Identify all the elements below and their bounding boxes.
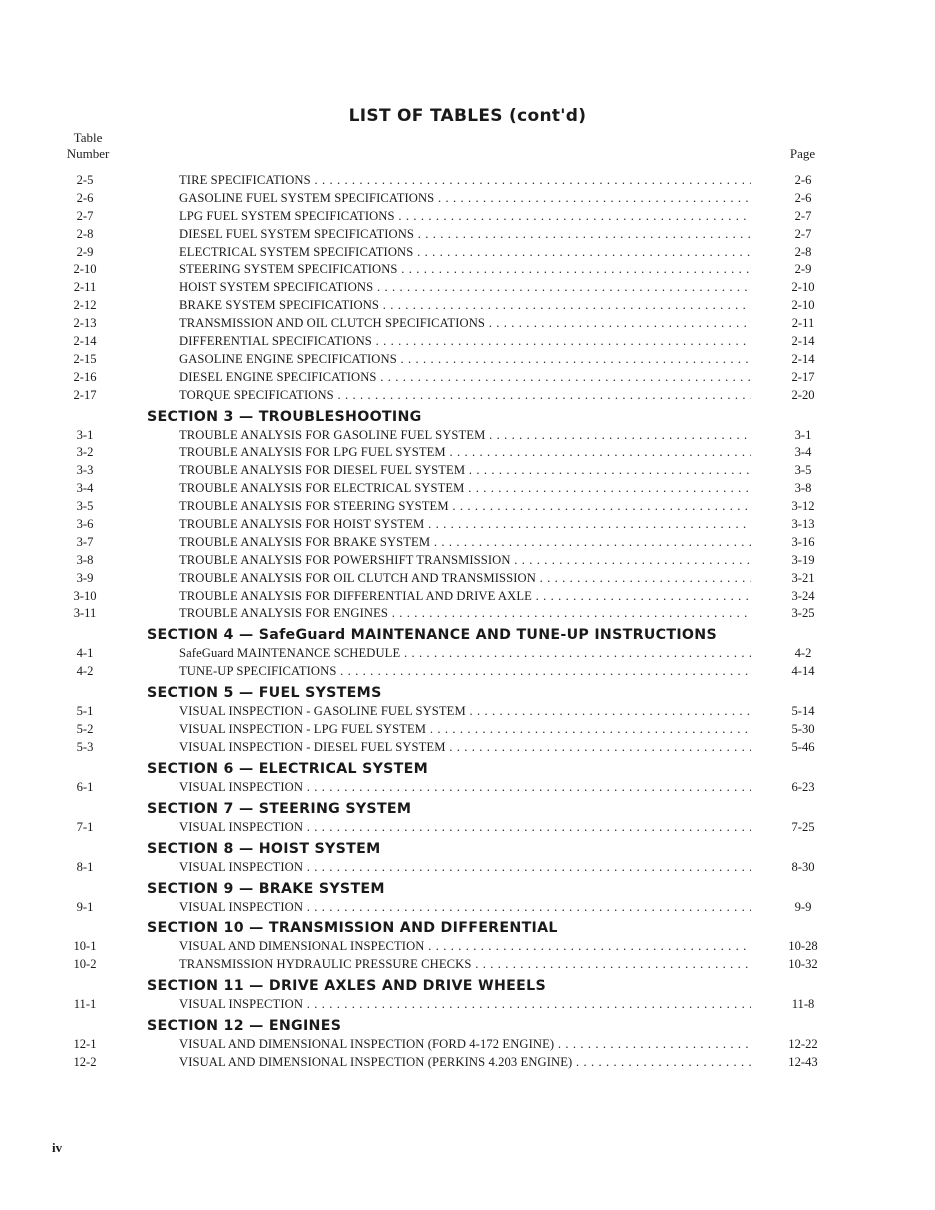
table-number: 2-7 bbox=[76, 208, 94, 223]
section-heading: SECTION 6 — ELECTRICAL SYSTEM bbox=[147, 760, 429, 777]
table-title: VISUAL INSPECTION . . . bbox=[179, 996, 751, 1014]
table-number: 5-3 bbox=[76, 739, 94, 754]
page-number: iv bbox=[52, 1140, 63, 1155]
table-page-number: 4-14 bbox=[791, 664, 815, 679]
table-title: TROUBLE ANALYSIS FOR DIFFERENTIAL AND DRIVE AXLE . . . bbox=[179, 588, 751, 606]
table-entry-row[interactable] bbox=[0, 859, 935, 877]
table-entry-row[interactable] bbox=[0, 462, 935, 480]
table-page-number: 2-11 bbox=[791, 316, 815, 331]
table-number: 6-1 bbox=[76, 779, 94, 794]
table-title: VISUAL INSPECTION . . . bbox=[179, 859, 751, 877]
table-number: 5-2 bbox=[76, 722, 94, 737]
section-heading: SECTION 8 — HOIST SYSTEM bbox=[147, 840, 381, 857]
table-number: 9-1 bbox=[76, 899, 94, 914]
table-title: DIESEL FUEL SYSTEM SPECIFICATIONS . . . bbox=[179, 226, 751, 244]
table-number: 2-8 bbox=[76, 226, 94, 241]
table-page-number: 10-32 bbox=[788, 957, 818, 972]
section-heading: SECTION 4 — SafeGuard MAINTENANCE AND TUNE-UP INSTRUCTIONS bbox=[147, 627, 717, 644]
table-page-number: 2-17 bbox=[791, 369, 815, 384]
table-entry-row[interactable] bbox=[0, 605, 935, 623]
table-number: 10-1 bbox=[73, 939, 97, 954]
table-page-number: 3-25 bbox=[791, 606, 815, 621]
table-title: VISUAL INSPECTION - LPG FUEL SYSTEM . . . bbox=[179, 721, 751, 739]
table-number: 2-13 bbox=[73, 316, 97, 331]
table-number: 3-4 bbox=[76, 481, 94, 496]
section-heading: SECTION 11 — DRIVE AXLES AND DRIVE WHEELS bbox=[147, 978, 546, 995]
section-heading: SECTION 7 — STEERING SYSTEM bbox=[147, 800, 412, 817]
table-number: 2-10 bbox=[73, 262, 97, 277]
table-title: TRANSMISSION HYDRAULIC PRESSURE CHECKS . . . bbox=[179, 956, 751, 974]
table-title: HOIST SYSTEM SPECIFICATIONS . . . bbox=[179, 279, 751, 297]
table-number: 3-5 bbox=[76, 499, 94, 514]
table-number: 4-1 bbox=[76, 646, 94, 661]
table-number: 10-2 bbox=[73, 957, 97, 972]
table-entry-row[interactable] bbox=[0, 663, 935, 681]
table-title: TUNE-UP SPECIFICATIONS . . . bbox=[179, 663, 751, 681]
table-number: 2-14 bbox=[73, 334, 97, 349]
table-entry-row[interactable] bbox=[0, 570, 935, 588]
table-page-number: 2-20 bbox=[791, 387, 815, 402]
table-page-number: 6-23 bbox=[791, 779, 815, 794]
table-title: TROUBLE ANALYSIS FOR ELECTRICAL SYSTEM . . . bbox=[179, 480, 751, 498]
table-title: TROUBLE ANALYSIS FOR DIESEL FUEL SYSTEM . . . bbox=[179, 462, 751, 480]
table-number-header-line2: Number bbox=[66, 146, 110, 161]
table-page-number: 2-6 bbox=[794, 173, 812, 187]
table-page-number: 3-24 bbox=[791, 588, 815, 603]
table-number: 3-11 bbox=[73, 606, 97, 621]
table-entry-row[interactable] bbox=[0, 427, 935, 445]
page-column-header: Page bbox=[789, 146, 816, 161]
table-number: 5-1 bbox=[76, 704, 94, 719]
table-page-number: 2-14 bbox=[791, 334, 815, 349]
table-entry-row[interactable] bbox=[0, 721, 935, 739]
table-number: 8-1 bbox=[76, 859, 94, 874]
table-page-number: 5-30 bbox=[791, 722, 815, 737]
table-title: LPG FUEL SYSTEM SPECIFICATIONS . . . bbox=[179, 208, 751, 226]
table-title: TROUBLE ANALYSIS FOR POWERSHIFT TRANSMISSION . . . bbox=[179, 552, 751, 570]
table-number: 3-2 bbox=[76, 445, 94, 460]
table-page-number: 2-6 bbox=[794, 190, 812, 205]
table-title: TROUBLE ANALYSIS FOR ENGINES . . . bbox=[179, 605, 751, 623]
page-title: LIST OF TABLES (cont'd) bbox=[348, 106, 587, 126]
table-page-number: 5-46 bbox=[791, 739, 815, 754]
table-entry-row[interactable] bbox=[0, 938, 935, 956]
table-entry-row[interactable] bbox=[0, 1036, 935, 1054]
table-title: SafeGuard MAINTENANCE SCHEDULE . . . bbox=[179, 645, 751, 663]
table-page-number: 3-8 bbox=[794, 481, 812, 496]
table-page-number: 3-5 bbox=[794, 463, 812, 478]
table-title: TROUBLE ANALYSIS FOR BRAKE SYSTEM . . . bbox=[179, 534, 751, 552]
table-entry-row[interactable] bbox=[0, 172, 935, 190]
table-number: 11-1 bbox=[73, 997, 97, 1012]
table-title: GASOLINE FUEL SYSTEM SPECIFICATIONS . . . bbox=[179, 190, 751, 208]
table-page-number: 12-43 bbox=[788, 1054, 818, 1069]
table-number: 4-2 bbox=[76, 664, 94, 679]
table-entry-row[interactable] bbox=[0, 534, 935, 552]
table-entry-row[interactable] bbox=[0, 244, 935, 262]
table-title: ELECTRICAL SYSTEM SPECIFICATIONS . . . bbox=[179, 244, 751, 262]
table-entry-row[interactable] bbox=[0, 297, 935, 315]
table-title: VISUAL INSPECTION . . . bbox=[179, 899, 751, 917]
table-page-number: 8-30 bbox=[791, 859, 815, 874]
table-number: 2-11 bbox=[73, 280, 97, 295]
table-of-contents bbox=[0, 172, 935, 1072]
table-page-number: 2-7 bbox=[794, 208, 812, 223]
table-title: TORQUE SPECIFICATIONS . . . bbox=[179, 387, 751, 405]
table-title: TROUBLE ANALYSIS FOR GASOLINE FUEL SYSTEM . . . bbox=[179, 427, 751, 445]
table-entry-row[interactable] bbox=[0, 779, 935, 797]
table-page-number: 10-28 bbox=[788, 939, 818, 954]
table-number: 2-6 bbox=[76, 190, 94, 205]
table-page-number: 3-1 bbox=[794, 427, 812, 442]
table-number: 12-2 bbox=[73, 1054, 97, 1069]
table-number-header-line1: Table bbox=[73, 130, 103, 145]
table-number: 3-6 bbox=[76, 517, 94, 532]
table-entry-row[interactable] bbox=[0, 261, 935, 279]
table-title: TROUBLE ANALYSIS FOR OIL CLUTCH AND TRANSMISSION . . . bbox=[179, 570, 751, 588]
table-page-number: 2-10 bbox=[791, 280, 815, 295]
table-number: 7-1 bbox=[76, 819, 94, 834]
table-entry-row[interactable] bbox=[0, 315, 935, 333]
table-title: VISUAL INSPECTION - GASOLINE FUEL SYSTEM . . . bbox=[179, 703, 751, 721]
table-page-number: 3-19 bbox=[791, 552, 815, 567]
table-entry-row[interactable] bbox=[0, 588, 935, 606]
table-page-number: 5-14 bbox=[791, 704, 815, 719]
table-number: 2-17 bbox=[73, 387, 97, 402]
table-page-number: 2-10 bbox=[791, 298, 815, 313]
table-title: VISUAL AND DIMENSIONAL INSPECTION (PERKINS 4.203 ENGINE) . . . bbox=[179, 1054, 751, 1072]
table-entry-row[interactable] bbox=[0, 552, 935, 570]
table-number: 2-5 bbox=[76, 173, 94, 187]
table-title: GASOLINE ENGINE SPECIFICATIONS . . . bbox=[179, 351, 751, 369]
table-page-number: 3-21 bbox=[791, 570, 815, 585]
table-number: 2-9 bbox=[76, 244, 94, 259]
table-entry-row[interactable] bbox=[0, 516, 935, 534]
table-number: 3-7 bbox=[76, 534, 94, 549]
table-title: TROUBLE ANALYSIS FOR HOIST SYSTEM . . . bbox=[179, 516, 751, 534]
table-title: TIRE SPECIFICATIONS . . . bbox=[179, 172, 751, 190]
table-page-number: 9-9 bbox=[794, 899, 812, 914]
table-number: 2-15 bbox=[73, 351, 97, 366]
table-title: BRAKE SYSTEM SPECIFICATIONS . . . bbox=[179, 297, 751, 315]
table-title: VISUAL INSPECTION . . . bbox=[179, 779, 751, 797]
table-title: TROUBLE ANALYSIS FOR LPG FUEL SYSTEM . . . bbox=[179, 444, 751, 462]
table-number-header bbox=[60, 130, 116, 162]
section-heading: SECTION 3 — TROUBLESHOOTING bbox=[147, 408, 422, 425]
table-title: STEERING SYSTEM SPECIFICATIONS . . . bbox=[179, 261, 751, 279]
table-page-number: 3-12 bbox=[791, 499, 815, 514]
table-entry-row[interactable] bbox=[0, 480, 935, 498]
table-title: VISUAL AND DIMENSIONAL INSPECTION . . . bbox=[179, 938, 751, 956]
section-heading: SECTION 12 — ENGINES bbox=[147, 1018, 342, 1035]
table-entry-row[interactable] bbox=[0, 190, 935, 208]
table-entry-row[interactable] bbox=[0, 444, 935, 462]
table-entry-row[interactable] bbox=[0, 279, 935, 297]
table-page-number: 2-9 bbox=[794, 262, 812, 277]
table-entry-row[interactable] bbox=[0, 351, 935, 369]
table-entry-row[interactable] bbox=[0, 645, 935, 663]
table-number: 2-12 bbox=[73, 298, 97, 313]
table-number: 12-1 bbox=[73, 1037, 97, 1052]
table-number: 3-8 bbox=[76, 552, 94, 567]
table-entry-row[interactable] bbox=[0, 899, 935, 917]
table-number: 3-1 bbox=[76, 427, 94, 442]
table-number: 3-9 bbox=[76, 570, 94, 585]
table-title: VISUAL INSPECTION . . . bbox=[179, 819, 751, 837]
table-entry-row[interactable] bbox=[0, 333, 935, 351]
table-page-number: 3-4 bbox=[794, 445, 812, 460]
table-title: DIFFERENTIAL SPECIFICATIONS . . . bbox=[179, 333, 751, 351]
table-entry-row[interactable] bbox=[0, 739, 935, 757]
table-entry-row[interactable] bbox=[0, 819, 935, 837]
table-entry-row[interactable] bbox=[0, 956, 935, 974]
table-page-number: 2-8 bbox=[794, 244, 812, 259]
table-entry-row[interactable] bbox=[0, 208, 935, 226]
table-entry-row[interactable] bbox=[0, 226, 935, 244]
table-title: TROUBLE ANALYSIS FOR STEERING SYSTEM . . . bbox=[179, 498, 751, 516]
table-number: 3-10 bbox=[73, 588, 97, 603]
table-entry-row[interactable] bbox=[0, 369, 935, 387]
table-page-number: 7-25 bbox=[791, 819, 815, 834]
table-entry-row[interactable] bbox=[0, 1054, 935, 1072]
table-page-number: 3-13 bbox=[791, 517, 815, 532]
table-page-number: 2-7 bbox=[794, 226, 812, 241]
section-heading: SECTION 9 — BRAKE SYSTEM bbox=[147, 880, 385, 897]
table-number: 3-3 bbox=[76, 463, 94, 478]
table-page-number: 11-8 bbox=[791, 997, 815, 1012]
table-title: DIESEL ENGINE SPECIFICATIONS . . . bbox=[179, 369, 751, 387]
table-entry-row[interactable] bbox=[0, 703, 935, 721]
table-page-number: 2-14 bbox=[791, 351, 815, 366]
table-title: VISUAL AND DIMENSIONAL INSPECTION (FORD 4-172 ENGINE) . . . bbox=[179, 1036, 751, 1054]
table-title: VISUAL INSPECTION - DIESEL FUEL SYSTEM . . . bbox=[179, 739, 751, 757]
table-page-number: 12-22 bbox=[788, 1037, 818, 1052]
section-heading: SECTION 5 — FUEL SYSTEMS bbox=[147, 685, 382, 702]
table-title: TRANSMISSION AND OIL CLUTCH SPECIFICATIONS . . . bbox=[179, 315, 751, 333]
table-number: 2-16 bbox=[73, 369, 97, 384]
section-heading: SECTION 10 — TRANSMISSION AND DIFFERENTIAL bbox=[147, 920, 558, 937]
table-entry-row[interactable] bbox=[0, 387, 935, 405]
table-entry-row[interactable] bbox=[0, 498, 935, 516]
table-page-number: 4-2 bbox=[794, 646, 812, 661]
table-entry-row[interactable] bbox=[0, 996, 935, 1014]
table-page-number: 3-16 bbox=[791, 534, 815, 549]
